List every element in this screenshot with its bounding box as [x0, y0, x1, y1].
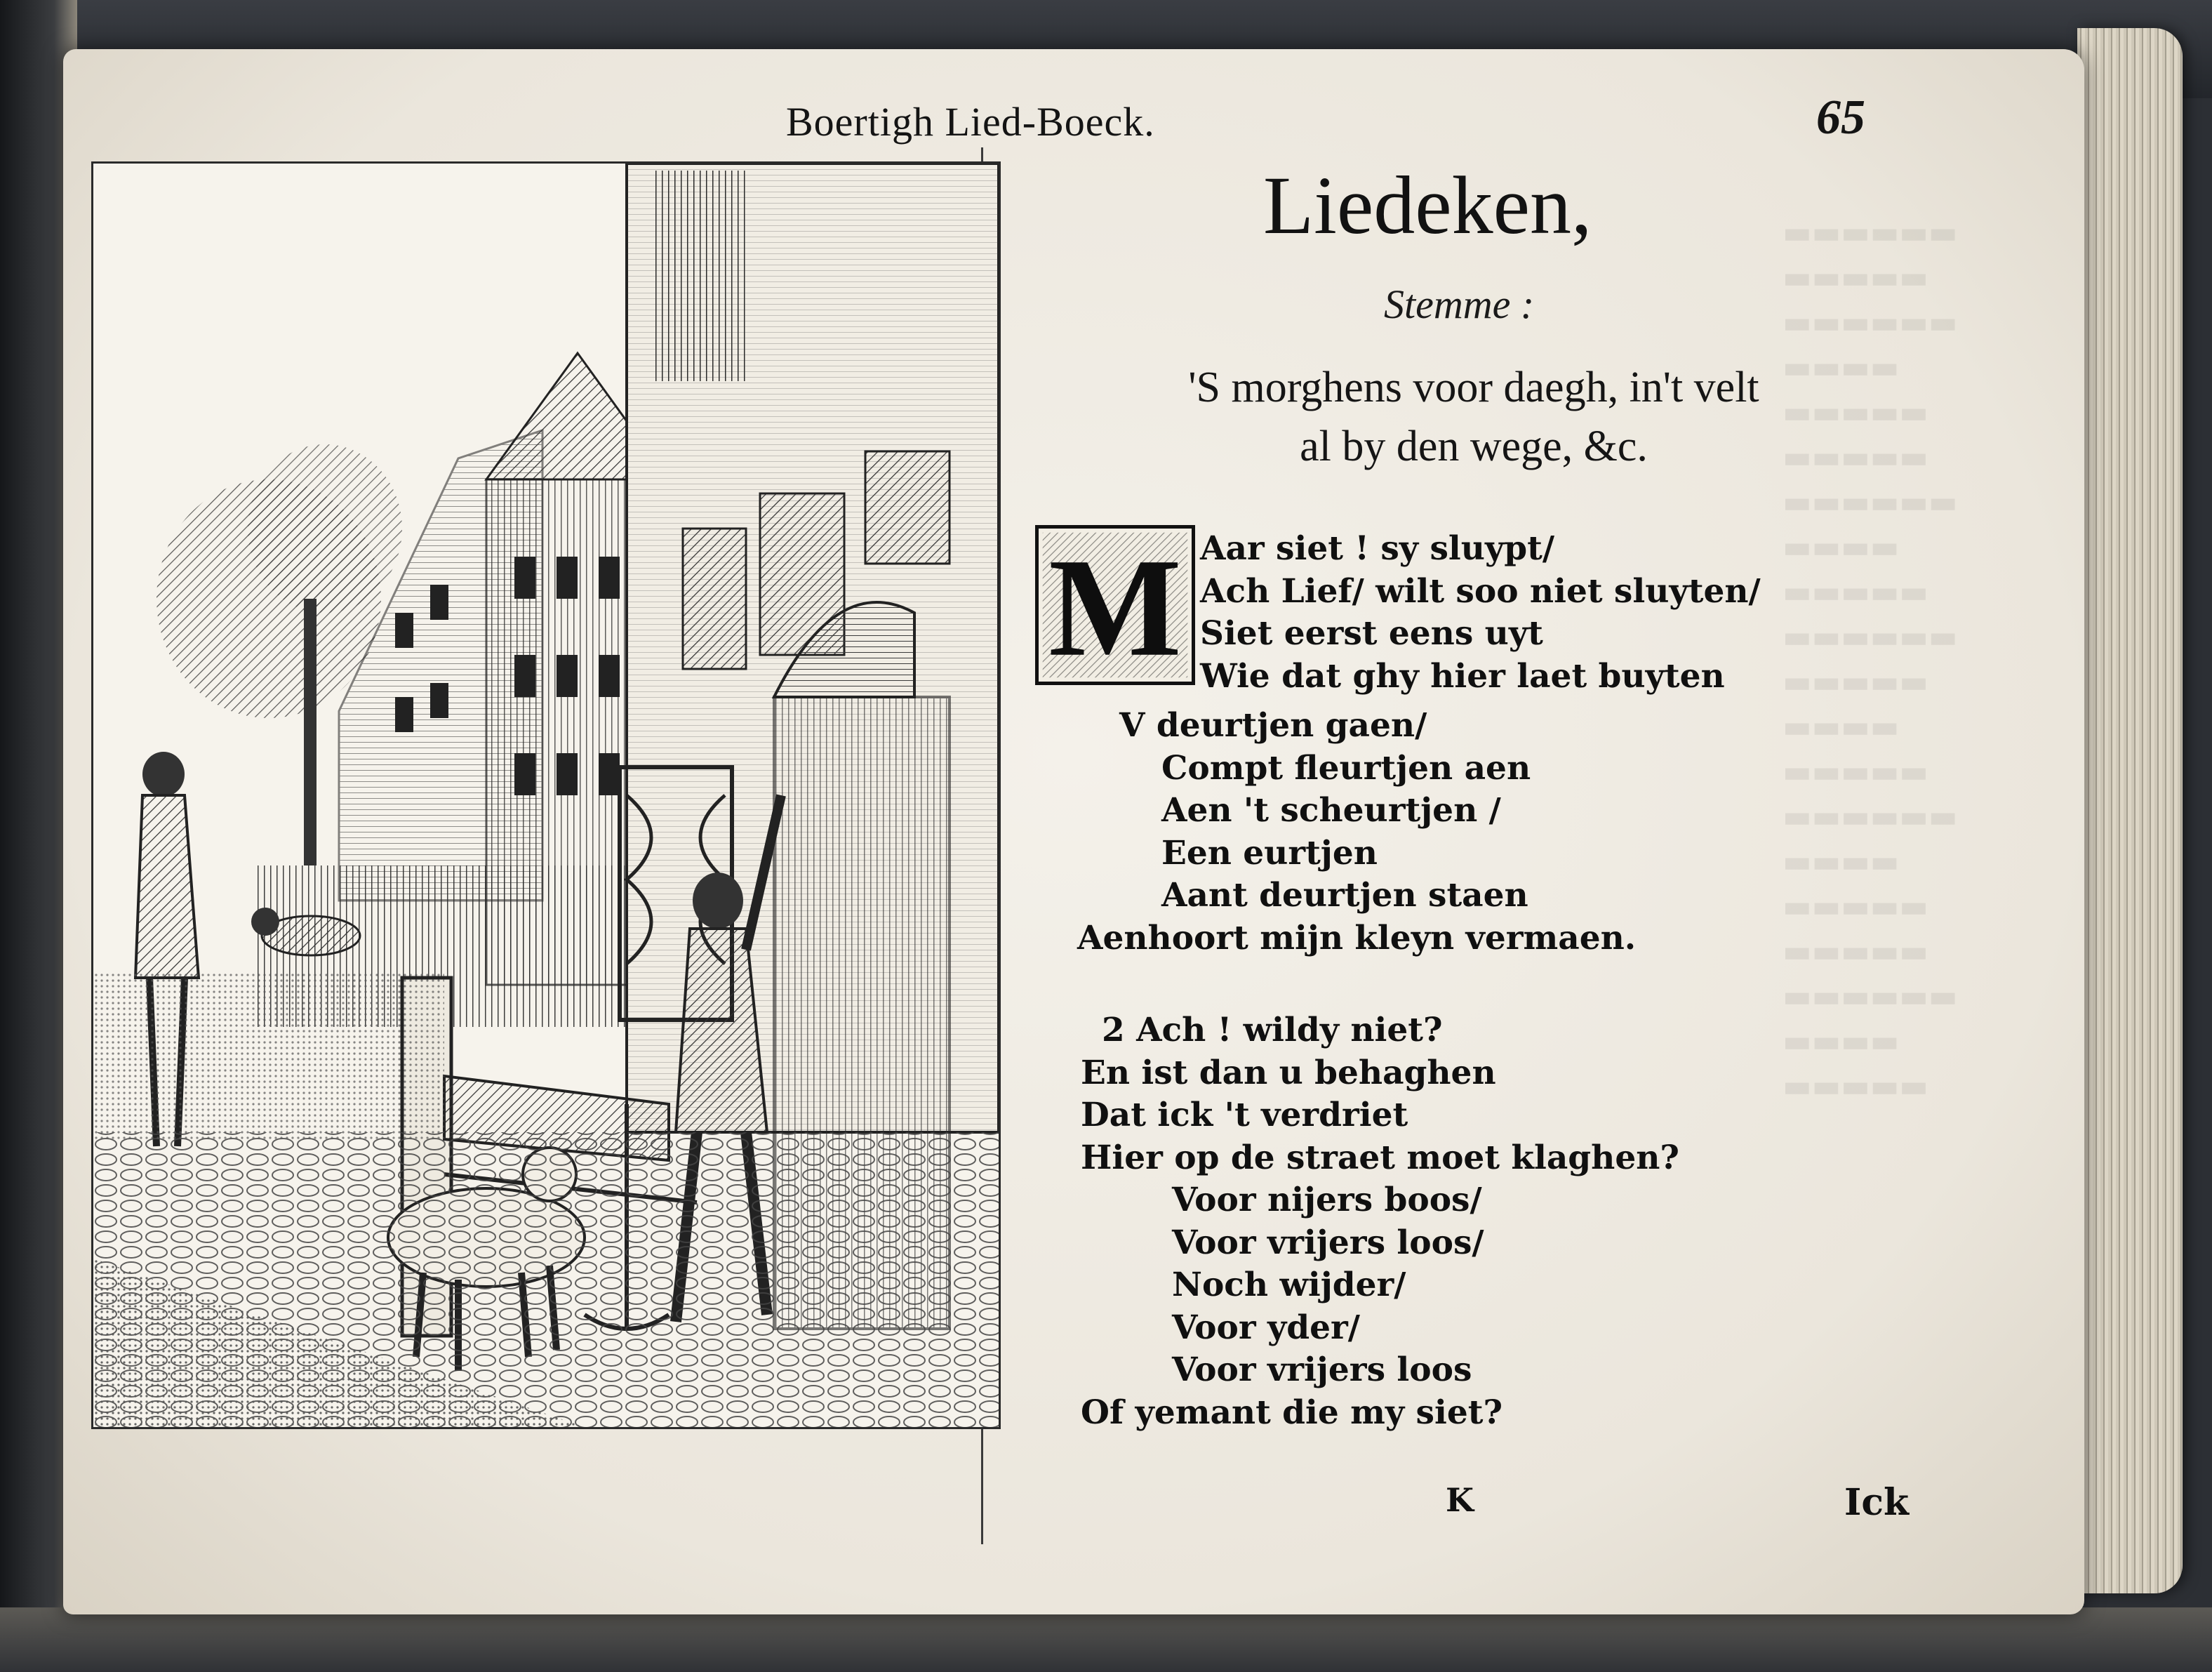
verse-line: Of yemant die my siet? — [1081, 1393, 1503, 1432]
verse-line: Dat ick 't verdriet — [1081, 1096, 1408, 1134]
song-title: Liedeken, — [1263, 159, 1592, 251]
signature-mark: K — [1446, 1481, 1474, 1519]
verse-line: V deurtjen gaen/ — [1119, 706, 1427, 745]
show-through: ▬▬▬▬▬▬ ▬▬▬▬▬ ▬▬▬▬▬▬ ▬▬▬▬ ▬▬▬▬▬ ▬▬▬▬▬ ▬▬▬▬▬▬ ▬▬▬▬ ▬▬▬▬▬ ▬▬▬▬▬▬ ▬▬▬▬▬ ▬▬▬▬ ▬▬▬▬▬ ▬▬▬▬▬▬ ▬▬▬▬ ▬▬▬▬▬ ▬▬▬▬▬ ▬▬▬▬▬▬ ▬▬▬▬ ▬▬▬▬▬ — [1783, 215, 1958, 1104]
tune-line-1: 'S morghens voor daegh, in't velt — [1188, 364, 1759, 411]
verse-line: Compt fleurtjen aen — [1161, 748, 1531, 788]
verse-line: En ist dan u behaghen — [1081, 1053, 1496, 1092]
verse-line: Voor vrijers loos — [1172, 1351, 1472, 1389]
verse-line: Ach Lief/ wilt soo niet sluyten/ — [1200, 571, 1761, 611]
stanza-1-head — [1200, 528, 1761, 698]
verse-line: 2 Ach ! wildy niet? — [1102, 1011, 1443, 1049]
bottom-shadow — [0, 1607, 2212, 1672]
tune-label: Stemme : — [1384, 281, 1535, 327]
tune-name — [1112, 358, 1835, 476]
dropcap-letter: M — [1048, 529, 1182, 682]
page-stack-edge — [2077, 28, 2183, 1593]
stanza-2 — [1081, 1009, 1679, 1434]
verse-line: Voor yder/ — [1172, 1308, 1360, 1347]
verse-line: Aar siet ! sy sluypt/ — [1200, 529, 1554, 568]
verse-line: Aant deurtjen staen — [1161, 876, 1528, 915]
catchword: Ick — [1844, 1481, 1910, 1524]
page-number: 65 — [1816, 91, 1865, 145]
verse-line: Siet eerst eens uyt — [1200, 614, 1543, 653]
engraving-illustration — [91, 161, 1001, 1429]
verse-line: Voor vrijers loos/ — [1172, 1223, 1484, 1262]
running-title: Boertigh Lied-Boeck. — [786, 99, 1155, 145]
verse-line: Wie dat ghy hier laet buyten — [1200, 656, 1725, 696]
tune-line-2: al by den wege, &c. — [1300, 423, 1648, 470]
verse-line: Een eurtjen — [1161, 833, 1378, 873]
verse-line: Voor nijers boos/ — [1172, 1181, 1482, 1219]
verse-line: Aen 't scheurtjen / — [1161, 791, 1501, 830]
decorated-initial — [1035, 525, 1195, 685]
verse-line: Hier op de straet moet klaghen? — [1081, 1138, 1679, 1177]
stanza-1-body — [1077, 705, 1637, 960]
verse-line: Aenhoort mijn kleyn vermaen. — [1077, 918, 1637, 957]
verse-line: Noch wijder/ — [1172, 1266, 1406, 1304]
